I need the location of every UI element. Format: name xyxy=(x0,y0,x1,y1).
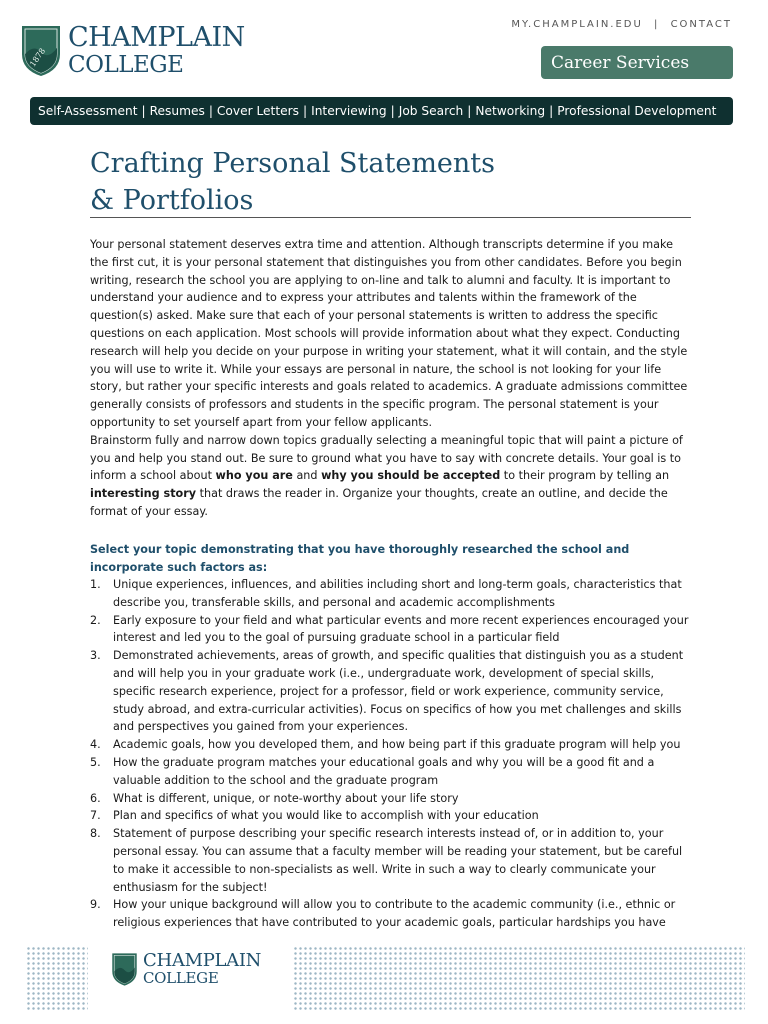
nav-self-assessment[interactable]: Self-Assessment xyxy=(38,104,138,118)
list-item-number: 7. xyxy=(90,809,101,823)
intro-paragraph-2 xyxy=(90,432,690,521)
list-item-text: Statement of purpose describing your specific research interests instead of, or in addition to, your personal essay. You can assume that a faculty member will be reading your statement, but be careful to make it accessible to non-specialists as well. Write in such a way to clearly communicate your enthusiasm for the subject! xyxy=(113,827,683,894)
list-item xyxy=(90,612,692,648)
nav-separator: | xyxy=(302,104,308,118)
nav-separator: | xyxy=(141,104,146,118)
list-item-number: 4. xyxy=(90,738,101,752)
top-links xyxy=(511,19,732,30)
list-item-number: 6. xyxy=(90,791,101,805)
list-item-number: 2. xyxy=(90,613,101,627)
list-item xyxy=(90,754,692,790)
emphasis-who-you-are: who you are xyxy=(215,469,293,483)
contact-link[interactable]: CONTACT xyxy=(670,19,732,30)
nav-separator: | xyxy=(467,104,472,118)
footer-seal-icon xyxy=(111,952,138,987)
logo-wordmark-line2: COLLEGE xyxy=(68,52,184,78)
nav-professional-development[interactable]: Professional Development xyxy=(557,104,717,118)
main-nav xyxy=(30,97,733,125)
footer-dot-pattern-left xyxy=(26,946,88,1010)
list-item-text: Demonstrated achievements, areas of growth, and specific qualities that distinguish you as a student and will help you in your graduate work (i.e., undergraduate work, development of special skills, specific research experience, project for a professor, field or work experience, community service, study abroad, and extra-curricular activities). Focus on specifics of how you met challenges and skills and perspectives you gained from your experiences. xyxy=(113,649,684,734)
career-services-button[interactable]: Career Services xyxy=(541,46,733,79)
list-item-number: 8. xyxy=(90,827,101,841)
list-item xyxy=(90,647,692,736)
list-item-number: 1. xyxy=(90,578,101,591)
list-item-number: 3. xyxy=(90,649,101,663)
nav-cover-letters[interactable]: Cover Letters xyxy=(216,104,299,118)
emphasis-interesting-story: interesting story xyxy=(90,487,197,501)
nav-separator: | xyxy=(549,104,554,118)
footer-wordmark-line2: COLLEGE xyxy=(143,969,219,987)
list-item-number: 9. xyxy=(90,898,101,912)
list-item-text: What is different, unique, or note-worthy about your life story xyxy=(113,791,459,805)
title-divider xyxy=(90,217,691,218)
section-heading: Select your topic demonstrating that you have thoroughly researched the school and incorporate such factors as: xyxy=(90,543,630,574)
para2-text-e: that draws the reader in. Organize your thoughts, create an outline, and decide the format of your essay. xyxy=(90,487,668,518)
para2-text-a: Brainstorm fully and narrow down topics gradually selecting a meaningful topic that will paint a picture of you and help you stand out. Be sure to ground what you have to say with concrete details. Your goal is to inform a school about xyxy=(90,433,683,483)
nav-interviewing[interactable]: Interviewing xyxy=(311,104,387,118)
nav-separator: | xyxy=(208,104,213,118)
footer-logo[interactable] xyxy=(111,950,271,990)
list-item-text: Plan and specifics of what you would like to accomplish with your education xyxy=(113,809,539,823)
list-item xyxy=(90,825,692,896)
college-seal-icon xyxy=(20,24,62,78)
nav-resumes[interactable]: Resumes xyxy=(149,104,205,118)
page-title-line1: Crafting Personal Statements xyxy=(90,148,495,179)
intro-text xyxy=(90,236,690,521)
para2-text-c: and xyxy=(292,469,322,483)
list-item-number: 5. xyxy=(90,755,101,769)
list-item xyxy=(90,736,692,754)
champlain-logo[interactable] xyxy=(20,22,260,80)
para2-text-d: to their program by telling an xyxy=(500,469,670,483)
list-item-text: Early exposure to your field and what particular events and more recent experiences encouraged your interest and led you to the goal of pursuing graduate school in a particular field xyxy=(113,613,689,645)
nav-separator: | xyxy=(390,104,395,118)
nav-job-search[interactable]: Job Search xyxy=(398,104,464,118)
list-item-text: How the graduate program matches your educational goals and why you will be a good fit and a valuable addition to the school and the graduate program xyxy=(113,755,655,787)
list-item-text: Academic goals, how you developed them, and how being part if this graduate program will help you xyxy=(113,738,681,752)
page-title-line2: & Portfolios xyxy=(90,185,254,216)
nav-networking[interactable]: Networking xyxy=(475,104,546,118)
list-item xyxy=(90,896,692,932)
my-champlain-link[interactable]: MY.CHAMPLAIN.EDU xyxy=(511,19,643,30)
logo-wordmark-line1: CHAMPLAIN xyxy=(68,22,245,53)
list-item-text: How your unique background will allow you to contribute to the academic community (i.e., ethnic or religious experiences that have contributed to your academic goals, particular hardships you have xyxy=(113,898,676,930)
page-title xyxy=(90,145,690,219)
intro-paragraph-1: Your personal statement deserves extra time and attention. Although transcripts determine if you make the first cut, it is your personal statement that distinguishes you from other candidates. Before you begin writing, research the school you are applying to on-line and talk to alumni and faculty. It is important to understand your audience and to express your attributes and talents within the framework of the question(s) asked. Make sure that each of your personal statements is written to address the specific questions on each application. Most schools will provide information about what they expect. Conducting research will help you decide on your purpose in writing your statement, what it will contain, and the style you will use to write it. While your essays are personal in nature, the school is not looking for your life story, but rather your specific interests and goals related to academics. A graduate admissions committee generally consists of professors and students in the specific program. The personal statement is your opportunity to set yourself apart from your fellow applicants. xyxy=(90,238,688,429)
list-item xyxy=(90,790,692,808)
topic-factors-list xyxy=(90,576,692,932)
seal-year: 1878 xyxy=(28,46,48,69)
list-item xyxy=(90,576,692,612)
top-links-separator: | xyxy=(654,19,660,30)
list-item xyxy=(90,807,692,825)
list-item-text: Unique experiences, influences, and abilities including short and long-term goals, characteristics that describe you, transferable skills, and personal and academic accomplishments xyxy=(113,578,682,609)
footer-wordmark-line1: CHAMPLAIN xyxy=(143,950,262,971)
footer-dot-pattern-right xyxy=(293,946,745,1010)
emphasis-why-accepted: why you should be accepted xyxy=(321,469,501,483)
